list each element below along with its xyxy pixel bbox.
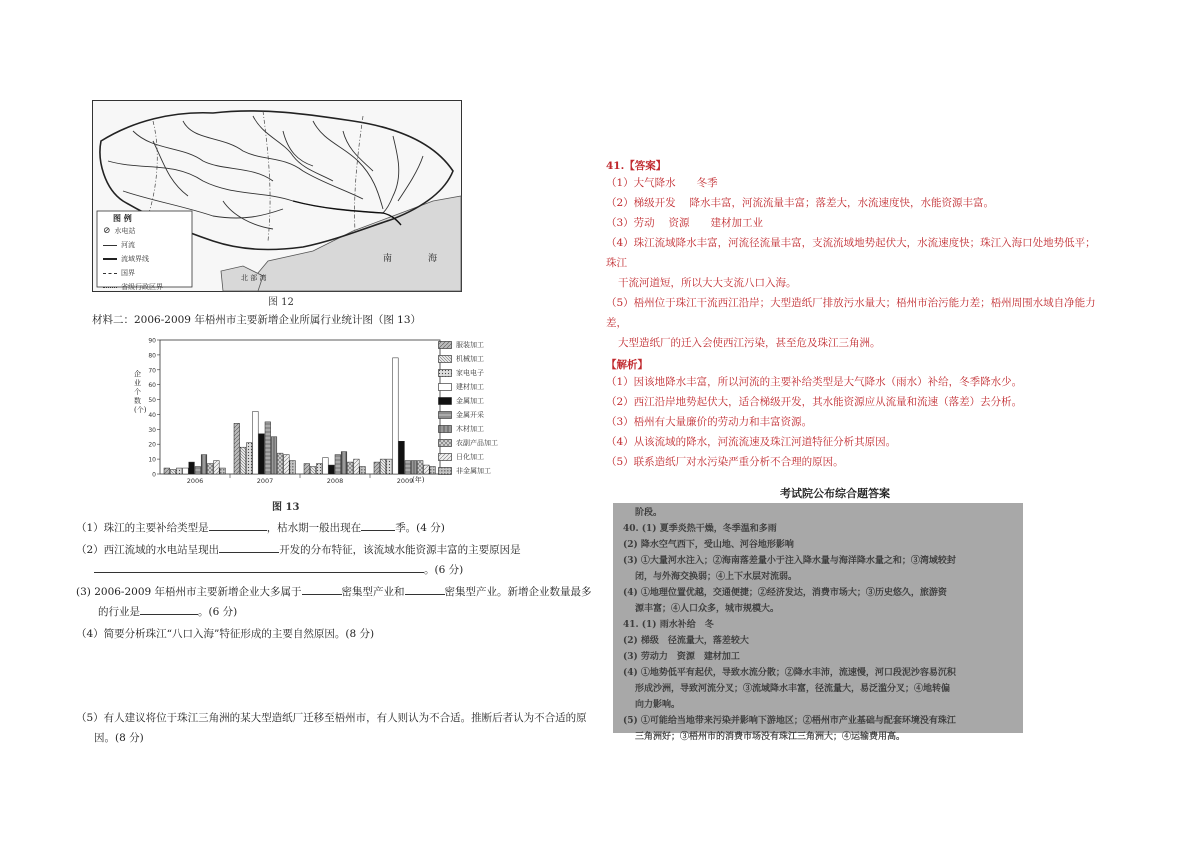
analysis-line: （4）从该流域的降水，河流流速及珠江河道特征分析其原因。 [606,436,897,448]
bar-2007-0 [234,423,240,474]
label-nan: 南 [383,254,393,264]
bar-2008-8 [354,459,360,474]
analysis-line: （3）梧州有大量廉价的劳动力和丰富资源。 [606,416,813,428]
x-tick-label: 2009 [396,477,414,485]
question-2: （2）西江流域的水电站呈现出 开发的分布特征，该流域水能资源丰富的主要原因是 。(6 分) [76,540,596,580]
legend-label: 服装加工 [456,341,484,349]
chart-legend-item [438,380,528,394]
answer-block [606,158,1106,472]
legend-swatch [438,453,452,461]
bar-2007-2 [246,443,252,474]
bar-2006-3 [183,468,189,474]
river-line-icon [103,245,117,246]
chart-legend-item [438,366,528,380]
official-line: (4) ①地势低平有起伏，导致水流分散；②降水丰沛，流速慢，河口段泥沙容易沉积 [623,668,956,678]
legend-label: 木材加工 [456,425,484,433]
legend-basin: 流域界线 [103,252,188,266]
q2-blank-1[interactable] [219,540,279,553]
analysis-line: （5）联系造纸厂对水污染严重分析不合理的原因。 [606,456,844,468]
legend-swatch [438,341,452,349]
bar-2006-8 [214,461,220,474]
x-tick-label: 2006 [186,477,204,485]
y-tick-label: 10 [148,456,156,464]
y-tick-label: 50 [148,397,156,405]
border-line-icon [103,273,117,274]
photo-text [613,503,1023,745]
x-tick-label: 2008 [326,477,344,485]
official-line: 源丰富；④人口众多，城市规模大。 [635,604,780,614]
legend-swatch [438,355,452,363]
official-answer-photo [613,503,1023,742]
hydro-station-icon: ⊘ [103,226,111,236]
official-line: 向力影响。 [635,700,681,710]
chart-legend-item [438,450,528,464]
legend-label: 非金属加工 [456,467,491,475]
official-line: 闭，与外海交换弱；④上下水层对流弱。 [635,572,798,582]
chart-legend-item [438,338,528,352]
legend-label: 家电电子 [456,369,484,377]
bar-2006-6 [201,455,207,474]
y-tick-label: 0 [152,471,156,479]
bar-2008-2 [316,464,322,474]
bar-2007-6 [271,437,277,474]
bar-2008-3 [323,458,329,474]
legend-title: 图 例 [113,213,132,223]
legend-swatch [438,369,452,377]
bar-2008-5 [335,455,341,474]
legend-province: 省级行政区界 [103,280,188,294]
bar-2007-8 [284,455,290,474]
chart-legend-item [438,408,528,422]
legend-swatch [438,411,452,419]
chart-legend-item [438,352,528,366]
y-tick-label: 20 [148,441,156,449]
question-5: （5）有人建议将位于珠江三角洲的某大型造纸厂迁移至梧州市，有人则认为不合适。推断后者认为不合适的原 因。(8 分) [76,712,587,744]
q1-blank-2[interactable] [361,518,395,531]
bar-2009-2 [386,459,392,474]
bar-2008-9 [360,467,366,474]
question-4: （4）简要分析珠江“八口入海”特征形成的主要自然原因。(8 分) [76,628,375,640]
chart-ylabel: 企业个数(个) [134,370,147,414]
y-tick-label: 80 [148,352,156,360]
bar-2007-9 [290,461,296,474]
bar-2006-0 [164,468,170,474]
y-tick-label: 30 [148,426,156,434]
answer-line: （5）梧州位于珠江干流西江沿岸；大型造纸厂排放污水量大；梧州市治污能力差；梧州周围水域自净能力差， [606,297,1096,329]
legend-swatch [438,439,452,447]
y-tick-label: 90 [148,337,156,345]
official-line: 形成沙洲，导致河流分叉；③流域降水丰富，径流量大，易泛滥分叉；④地转偏 [635,684,951,694]
bar-chart [148,334,478,484]
map-legend [103,213,188,294]
answer-heading: 41.【答案】 [606,160,667,172]
bar-2009-5 [405,461,411,474]
legend-label: 农副产品加工 [456,439,498,447]
bar-2009-6 [411,461,417,474]
q3-blank-3[interactable] [140,602,198,615]
bar-2006-2 [176,468,182,474]
figure13-caption: 图 13 [272,502,300,513]
chart-xlabel-unit: (年) [412,476,425,484]
analysis-heading: 【解析】 [606,359,648,371]
official-line: (5) ①可能给当地带来污染并影响下游地区；②梧州市产业基础与配套环境没有珠江 [623,716,956,726]
question-1: （1）珠江的主要补给类型是 ，枯水期一般出现在 季。(4 分) [76,518,596,538]
official-line: (2) 梯级 径流量大，落差较大 [623,636,749,646]
bar-2008-4 [329,465,335,474]
official-line: (4) ①地理位置优越，交通便捷；②经济发达，消费市场大；③历史悠久，旅游资 [623,588,947,598]
chart-legend-item [438,394,528,408]
bar-2008-6 [341,452,347,474]
bar-2006-4 [189,462,195,474]
bar-2006-5 [195,467,201,474]
bar-2009-0 [374,462,380,474]
legend-label: 机械加工 [456,355,484,363]
analysis-line: （2）西江沿岸地势起伏大，适合梯级开发，其水能资源应从流量和流速（落差）去分析。 [606,396,1023,408]
answer-line: （1）大气降水 冬季 [606,177,718,189]
answer-line: （3）劳动 资源 建材加工业 [606,217,764,229]
bar-2006-1 [170,470,176,474]
bar-2008-7 [347,462,353,474]
bar-2009-7 [417,461,423,474]
bar-2008-0 [304,464,310,474]
q3-blank-1[interactable] [302,582,342,595]
official-line: 41. (1) 雨水补给 冬 [623,620,714,630]
legend-swatch [438,383,452,391]
questions-block [76,518,596,748]
question-3: (3) 2006-2009 年梧州市主要新增企业大多属于 密集型产业和 密集型产业。新增企业数量最多 的行业是 。(6 分) [76,582,596,622]
bar-2007-1 [240,447,246,474]
bar-2007-7 [277,453,283,474]
y-tick-label: 60 [148,382,156,390]
bar-2007-3 [253,411,259,474]
bar-2009-4 [399,441,405,474]
y-tick-label: 40 [148,411,156,419]
chart-legend-item [438,436,528,450]
official-title: 考试院公布综合题答案 [780,487,890,500]
answer-line: （2）梯级开发 降水丰富，河流流量丰富；落差大，水流速度快，水能资源丰富。 [606,197,995,209]
label-hai: 海 [428,254,438,264]
answer-line: 大型造纸厂的迁入会使西江污染，甚至危及珠江三角洲。 [618,337,881,349]
legend-label: 金属开采 [456,411,484,419]
x-tick-label: 2007 [256,477,274,485]
bar-2006-7 [207,464,213,474]
answer-line: （4）珠江流域降水丰富，河流径流量丰富，支流流域地势起伏大，水流速度快；珠江入海口处地势低平；珠江 [606,237,1096,269]
official-line: (3) ①大量河水注入；②海南落差量小于注入降水量与海洋降水量之和；③湾域较封 [623,556,956,566]
legend-river: 河流 [103,238,188,252]
official-line: (3) 劳动力 资源 建材加工 [623,652,740,662]
map-figure-12 [92,100,462,292]
legend-swatch [438,397,452,405]
bar-2009-9 [430,467,436,474]
official-line: 三角洲好；③梧州市的消费市场没有珠江三角洲大；④运输费用高。 [635,732,906,742]
q3-blank-2[interactable] [405,582,445,595]
bar-2009-8 [424,465,430,474]
analysis-line: （1）因该地降水丰富，所以河流的主要补给类型是大气降水（雨水）补给，冬季降水少。 [606,376,1023,388]
chart-legend [438,338,528,478]
label-beibuwan: 北 部 湾 [241,274,267,282]
q1-blank-1[interactable] [209,518,267,531]
bar-2006-9 [220,468,226,474]
legend-label: 日化加工 [456,453,484,461]
bar-2009-1 [380,459,386,474]
legend-swatch [438,425,452,433]
bar-2007-5 [265,422,271,474]
legend-swatch [438,467,452,475]
basin-line-icon [103,258,117,260]
official-line: (2) 降水空气西下，受山地、河谷地形影响 [623,540,794,550]
official-line: 阶段。 [635,508,663,518]
chart-figure-13 [134,334,498,485]
legend-label: 金属加工 [456,397,484,405]
answer-lines [606,173,1106,353]
official-line: 40. (1) 夏季炎热干燥，冬季温和多雨 [623,524,777,534]
answer-line: 干流河道短，所以大大支流八口入海。 [618,277,797,289]
bar-2008-1 [310,467,316,474]
legend-label: 建材加工 [456,383,484,391]
province-line-icon [103,287,117,288]
legend-hydro: ⊘ 水电站 [103,226,136,236]
chart-legend-item [438,464,528,478]
chart-legend-item [438,422,528,436]
bar-2009-3 [393,358,399,474]
bar-2007-4 [259,434,265,474]
figure12-caption: 图 12 [268,297,294,308]
q2-blank-2[interactable] [94,560,424,573]
y-tick-label: 70 [148,367,156,375]
analysis-lines [606,372,1106,472]
legend-border: 国界 [103,266,188,280]
material2-title: 材料二：2006-2009 年梧州市主要新增企业所属行业统计图（图 13） [92,314,422,326]
